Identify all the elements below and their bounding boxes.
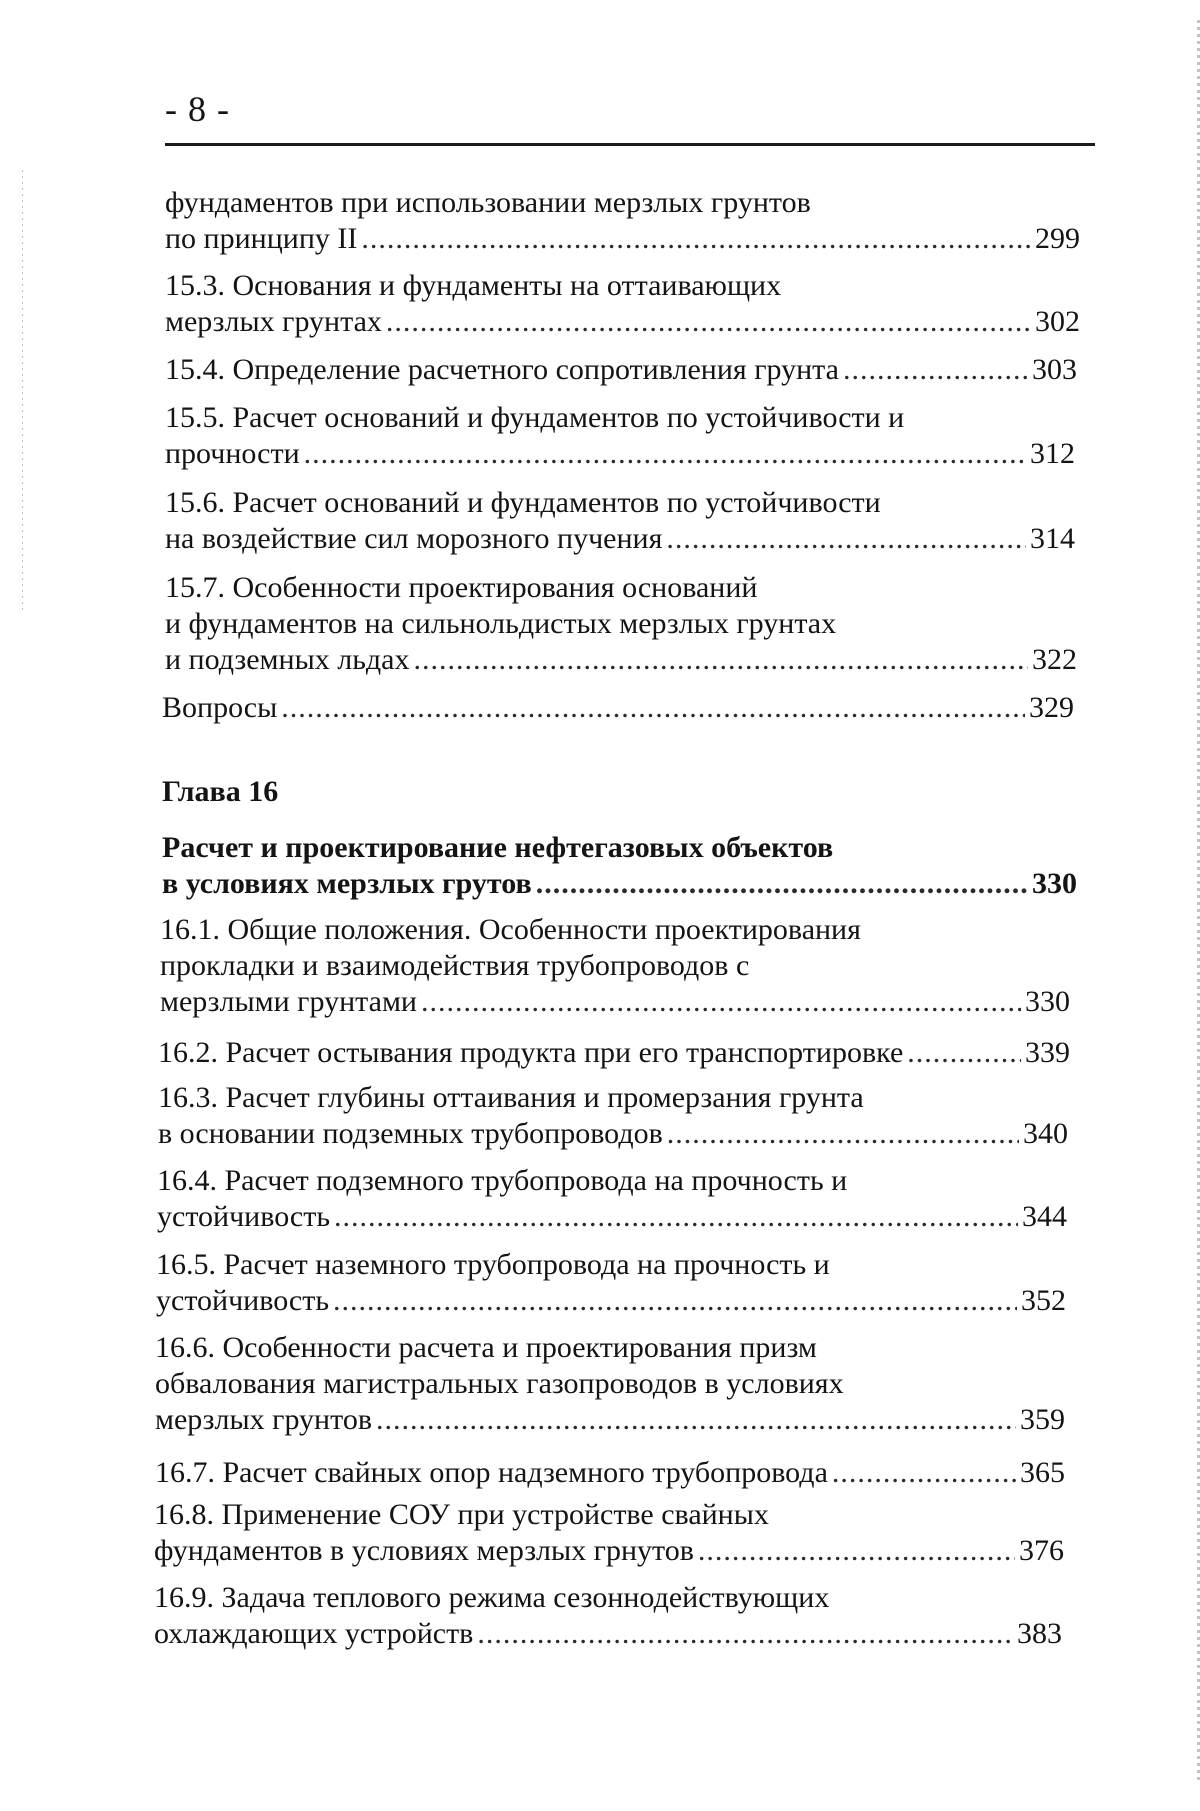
toc-entry-line: 16.9. Задача теплового режима сезоннодействующих [154,1581,830,1614]
toc-entry-line: устойчивость [156,1284,330,1317]
toc-page-number: 330 [1025,985,1070,1018]
toc-entry [165,268,1080,340]
toc-entry [165,570,1077,678]
toc-entry-line: охлаждающих устройств [154,1617,474,1650]
dot-leader [536,866,1028,902]
toc-entry-line: мерзлыми грунтами [160,985,417,1018]
toc-page-number: 344 [1022,1200,1067,1233]
toc-entry [160,912,1070,1020]
dot-leader [333,1283,1017,1319]
toc-page-number: 383 [1017,1617,1062,1650]
toc-entry-line: 16.2. Расчет остывания продукта при его транспортировке [158,1036,904,1069]
toc-entry-line: 15.5. Расчет оснований и фундаментов по устойчивости и [165,401,905,434]
toc-entry [155,1455,1065,1491]
toc-entry [165,352,1077,388]
toc-page-number: 314 [1030,522,1075,555]
toc-page-number: 322 [1032,643,1077,676]
toc-entry [154,1497,1064,1569]
toc-entry [165,400,1075,472]
dot-leader [413,642,1028,678]
toc-page-number: 339 [1025,1036,1070,1069]
toc-entry [158,1035,1070,1071]
toc-entry-line: 16.1. Общие положения. Особенности проектирования [160,913,861,946]
dot-leader [361,221,1031,257]
toc-entry [156,1247,1066,1319]
toc-page-number: 312 [1030,437,1075,470]
dot-leader [907,1035,1021,1071]
header-rule [165,143,1095,146]
toc-entry [158,1080,1068,1152]
dot-leader [667,1116,1019,1152]
toc-entry [162,690,1074,726]
toc-page-number: 329 [1029,691,1074,724]
toc-entry-line: на воздействие сил морозного пучения [165,522,663,555]
toc-page-number: 359 [1020,1403,1065,1436]
chapter-title-line: Расчет и проектирование нефтегазовых объектов [162,831,834,864]
toc-entry-line: 15.4. Определение расчетного сопротивления грунта [165,353,839,386]
toc-entry-line: 16.6. Особенности расчета и проектирования призм [155,1331,817,1364]
dot-leader [281,690,1025,726]
toc-entry-line: прокладки и взаимодействия трубопроводов с [160,949,750,982]
dot-leader [421,984,1021,1020]
dot-leader [334,1199,1018,1235]
dot-leader [477,1616,1013,1652]
toc-entry-line: 16.7. Расчет свайных опор надземного трубопровода [155,1456,828,1489]
page-number: - 8 - [165,89,230,129]
toc-page-number: 303 [1032,353,1077,386]
toc-entry-line: Вопросы [162,691,278,724]
chapter-label: Глава 16 [162,775,279,808]
toc-page-number: 299 [1035,222,1080,255]
toc-page-number: 365 [1020,1456,1065,1489]
toc-entry-line: устойчивость [157,1200,331,1233]
toc-entry-line: 15.7. Особенности проектирования оснований [165,571,758,604]
chapter-title-line: в условиях мерзлых грутов [162,867,532,900]
toc-entry-line: 16.5. Расчет наземного трубопровода на прочность и [156,1248,830,1281]
chapter-title [162,830,1077,902]
dot-leader [666,521,1026,557]
toc-entry-line: прочности [165,437,300,470]
toc-page-number: 340 [1023,1117,1068,1150]
dot-leader [698,1533,1015,1569]
toc-page-number: 376 [1019,1534,1064,1567]
scan-edge-left [22,170,23,610]
toc-entry-line: в основании подземных трубопроводов [158,1117,663,1150]
toc-entry-line: фундаментов в условиях мерзлых грнутов [154,1534,694,1567]
toc-entry-line: и подземных льдах [165,643,410,676]
toc-entry-line: 15.6. Расчет оснований и фундаментов по устойчивости [165,486,881,519]
toc-entry-line: 16.4. Расчет подземного трубопровода на прочность и [157,1164,848,1197]
toc-entry-line: 15.3. Основания и фундаменты на оттаивающих [165,269,782,302]
toc-entry [157,1163,1067,1235]
toc-entry-line: фундаментов при использовании мерзлых грунтов [165,186,811,219]
dot-leader [386,304,1031,340]
toc-entry [165,185,1080,257]
toc-entry-line: и фундаментов на сильнольдистых мерзлых грунтах [165,607,837,640]
toc-entry-line: по принципу II [165,222,358,255]
toc-entry-line: 16.8. Применение СОУ при устройстве свайных [154,1498,769,1531]
toc-entry [155,1330,1065,1438]
dot-leader [832,1455,1016,1491]
dot-leader [304,436,1026,472]
toc-entry-line: 16.3. Расчет глубины оттаивания и промерзания грунта [158,1081,864,1114]
toc-entry-line: мерзлых грунтах [165,305,382,338]
toc-entry-line: обвалования магистральных газопроводов в условиях [155,1367,844,1400]
toc-entry [154,1580,1062,1652]
dot-leader [843,352,1028,388]
dot-leader [376,1402,1016,1438]
toc-page-number: 302 [1035,305,1080,338]
toc-entry [165,485,1075,557]
toc-page-number: 352 [1021,1284,1066,1317]
toc-page-number: 330 [1032,867,1077,900]
toc-entry-line: мерзлых грунтов [155,1403,372,1436]
